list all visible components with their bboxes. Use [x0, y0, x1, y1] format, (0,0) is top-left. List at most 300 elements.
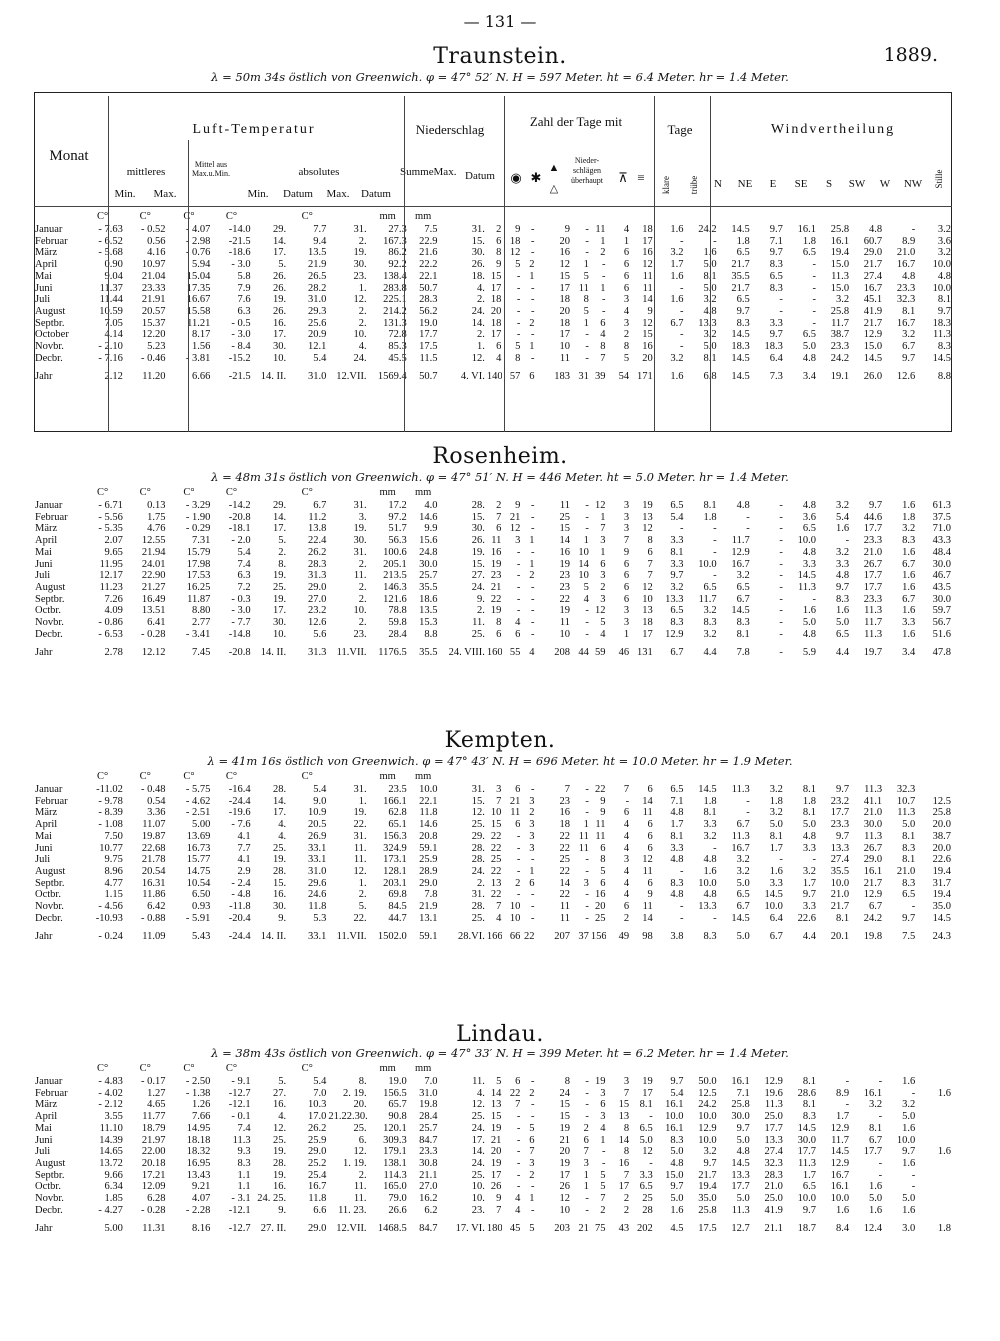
table-cell: 14 [490, 1087, 502, 1099]
table-cell: 8 [647, 535, 653, 547]
year-cell: 1569.4 [377, 370, 407, 382]
unit-cell [327, 210, 367, 224]
table-cell: 65.1 [388, 819, 407, 831]
table-cell: 22 [559, 830, 570, 842]
table-cell: 6 [496, 235, 502, 247]
table-cell: - [531, 305, 535, 317]
table-cell: 6.7 [736, 901, 750, 913]
table-cell: 6 [529, 1134, 535, 1146]
table-cell: 15 [490, 819, 502, 831]
header-absolutes: absolutes [298, 166, 340, 178]
table-cell: 5.00 [192, 819, 211, 831]
table-cell: 8.1 [937, 294, 951, 306]
table-cell: 3.3 [703, 819, 717, 831]
table-cell: 12. [353, 865, 367, 877]
table-cell: 21.7 [698, 1169, 717, 1181]
table-cell: 16.49 [141, 593, 166, 605]
table-cell: 8.3 [736, 617, 750, 629]
table-cell: 24. 25. [257, 1193, 287, 1205]
table-cell: 12 [594, 500, 606, 511]
table-cell: 1.8 [769, 795, 783, 807]
table-cell: 5.0 [802, 819, 816, 831]
table-cell: - [516, 1134, 521, 1146]
table-cell: 3.2 [902, 1099, 916, 1111]
column-rule [504, 96, 505, 432]
table-cell: 19 [490, 1122, 502, 1134]
table-cell: 50.7 [419, 282, 438, 294]
table-cell: - [680, 912, 684, 924]
table-cell: 4.8 [670, 807, 684, 819]
table-cell: 2. [476, 329, 485, 341]
table-cell: 11.7 [864, 617, 883, 629]
table-cell: 69.8 [388, 889, 407, 901]
table-cell: 5 [583, 581, 589, 593]
table-cell: 324.9 [383, 842, 407, 854]
table-cell: 12.9 [698, 1122, 717, 1134]
table-cell: 9 [515, 500, 521, 511]
table-cell: - [911, 1169, 916, 1181]
table-cell: 8 [564, 1076, 570, 1087]
year-cell: 6.7 [670, 646, 684, 658]
table-cell: - [516, 282, 521, 294]
table-cell: 3.2 [869, 1099, 883, 1111]
table-cell: 11.3 [897, 807, 916, 819]
year-cell: 4.4 [835, 646, 850, 658]
table-cell: 11.87 [187, 593, 211, 605]
table-cell: 20.0 [932, 819, 951, 831]
table-cell: 3 [600, 1111, 606, 1123]
table-cell: 131.3 [383, 317, 407, 329]
unit-cell [252, 1062, 287, 1076]
table-cell: 8.1 [869, 1122, 883, 1134]
table-cell: 11.3 [731, 1204, 750, 1216]
table-cell: 1.6 [902, 546, 916, 558]
table-cell: 11.3 [764, 1099, 783, 1111]
table-cell: 24.01 [141, 558, 166, 570]
table-cell: 1 [529, 270, 535, 282]
table-cell: 7 [515, 1099, 521, 1111]
table-cell: 14 [578, 558, 589, 570]
table-cell: 15. [471, 795, 485, 807]
header-truebe: trübe [689, 175, 699, 195]
table-cell: 43.5 [932, 581, 951, 593]
table-row [34, 582, 952, 594]
table-cell: 18.79 [141, 1122, 166, 1134]
month-label: Juli [35, 294, 51, 306]
table-cell: 10.0 [764, 901, 783, 913]
table-cell: - [585, 889, 589, 901]
year-cell: 75 [594, 1222, 606, 1234]
table-cell: 30. [471, 523, 485, 535]
table-cell: 1.7 [835, 1111, 850, 1123]
table-cell: -16.4 [228, 784, 251, 795]
table-cell: 10.3 [307, 1099, 327, 1111]
table-cell: 14.5 [731, 1157, 750, 1169]
table-cell: 6.5 [802, 329, 816, 341]
header-monat: Monat [49, 148, 89, 164]
table-cell: 13 [618, 1111, 630, 1123]
table-cell: 30.0 [731, 1111, 750, 1123]
year-cell: 33.1 [307, 930, 327, 942]
table-cell: 8.1 [802, 784, 816, 795]
table-cell: 5.0 [670, 1193, 684, 1205]
year-cell: 202 [637, 1222, 653, 1234]
table-cell: 1 [600, 1134, 606, 1146]
table-cell: - 0.17 [140, 1076, 166, 1087]
table-cell: 17. [471, 1134, 485, 1146]
table-row [34, 1076, 952, 1088]
table-cell: 18 [509, 235, 521, 247]
table-cell: 19. [273, 854, 287, 866]
table-cell: 32.3 [896, 294, 916, 306]
table-cell: 3 [600, 1087, 606, 1099]
table-cell: - [779, 605, 783, 617]
table-cell: 30. [353, 259, 367, 271]
table-cell: 24.6 [307, 889, 327, 901]
table-cell: 5.0 [802, 341, 816, 353]
table-cell: 11. 23. [338, 1204, 367, 1216]
month-label: Juni [35, 1134, 53, 1146]
table-cell: 3.2 [736, 865, 750, 877]
table-cell: 8 [496, 617, 502, 629]
year-label: Jahr [35, 1222, 53, 1234]
table-cell: - [812, 593, 816, 605]
table-cell: 2 [496, 224, 502, 235]
table-cell: 15.58 [186, 305, 211, 317]
table-cell: 6 [647, 819, 653, 831]
table-cell: 15 [559, 270, 570, 282]
table-cell: 19.6 [764, 1087, 783, 1099]
table-cell: - [911, 1181, 916, 1193]
year-label: Jahr [35, 370, 53, 382]
table-cell: 8 [623, 1146, 630, 1158]
table-cell: 10.0 [665, 1111, 684, 1123]
table-cell: 11.7 [698, 593, 717, 605]
table-cell: 1.6 [670, 1204, 684, 1216]
table-row [34, 1170, 952, 1182]
header-mittel-aus: Mittel aus Max.u.Min. [192, 160, 230, 178]
column-rule [188, 140, 189, 432]
table-cell: 10.0 [419, 784, 438, 795]
table-cell: 3 [529, 830, 535, 842]
table-cell: 30.0 [932, 558, 951, 570]
table-cell: 31. [353, 500, 367, 511]
table-cell: - 4.27 [98, 1204, 123, 1216]
table-cell: 11.95 [99, 558, 123, 570]
wind-ne: NE [737, 178, 753, 190]
table-cell: 1 [583, 1169, 589, 1181]
table-cell: 16.1 [665, 1122, 684, 1134]
table-cell: 6.7 [902, 558, 916, 570]
table-cell: 29.0 [307, 581, 327, 593]
table-cell: 10 [509, 912, 521, 924]
table-cell: 12 [594, 605, 606, 617]
table-cell: 11 [559, 352, 570, 364]
table-cell: 11 [642, 901, 653, 913]
table-cell: - [779, 511, 783, 523]
table-cell: - [516, 570, 521, 582]
table-row [34, 1099, 952, 1111]
station-title: Lindau. [456, 1022, 544, 1047]
table-cell: 1. [358, 795, 367, 807]
table-cell: 14.95 [186, 1122, 211, 1134]
table-cell: 5. [278, 259, 287, 271]
table-row [34, 1158, 952, 1170]
table-cell: - 7.6 [231, 819, 251, 831]
table-cell: 7.7 [237, 842, 251, 854]
table-cell: 22.00 [141, 1146, 166, 1158]
table-cell: 20.18 [141, 1157, 166, 1169]
table-cell: 14 [642, 294, 653, 306]
table-cell: 19. [273, 570, 287, 582]
table-cell: 62.8 [388, 807, 407, 819]
table-cell: 2 [496, 500, 502, 511]
month-label: October [35, 329, 69, 341]
table-cell: - [713, 235, 717, 247]
table-cell: 6.7 [736, 593, 750, 605]
header-max: Max. [153, 188, 177, 200]
table-cell: 8 [623, 341, 630, 353]
year-cell: 12.7 [731, 1222, 750, 1234]
table-cell: 20.57 [141, 305, 166, 317]
table-cell: 8.1 [802, 1076, 816, 1087]
year-cell: 180 [486, 1222, 503, 1234]
table-cell: - 4.07 [185, 224, 211, 235]
year-cell: 54 [618, 370, 630, 382]
table-cell: 6 [623, 901, 630, 913]
table-cell: 2 [600, 1204, 606, 1216]
table-cell: 15.04 [186, 270, 211, 282]
column-rule [654, 96, 655, 432]
year-cell: 6.7 [769, 930, 783, 942]
table-cell: 1 [600, 282, 606, 294]
table-cell: -18.6 [228, 247, 251, 259]
unit-cell: C° [183, 487, 195, 499]
table-cell: 16.7 [731, 558, 750, 570]
table-cell: 50.0 [698, 1076, 717, 1087]
table-cell: 21.0 [863, 546, 883, 558]
year-cell: 7.8 [736, 646, 750, 658]
table-cell: 5.6 [313, 628, 327, 640]
table-cell: - [516, 294, 521, 306]
table-cell: 12 [642, 523, 653, 535]
unit-cell [252, 210, 287, 224]
table-cell: 6.5 [639, 1122, 653, 1134]
month-label: Septbr. [35, 593, 65, 605]
table-cell: - [779, 581, 783, 593]
table-cell: 3.2 [769, 807, 783, 819]
table-cell: 1.6 [835, 1204, 850, 1216]
table-cell: 30.0 [419, 558, 438, 570]
table-cell: 11.8 [308, 1193, 327, 1205]
table-cell: 23 [559, 795, 570, 807]
table-cell: 13.5 [419, 605, 438, 617]
table-cell: - [812, 854, 816, 866]
table-cell: 4. [278, 1111, 287, 1123]
table-cell: 23.2 [307, 605, 327, 617]
year-cell: 2.78 [104, 646, 123, 658]
table-cell: - [713, 546, 717, 558]
table-cell: 17.7 [830, 807, 850, 819]
unit-cell [252, 770, 287, 784]
table-cell: 18.6 [419, 593, 438, 605]
table-cell: 20.54 [141, 865, 166, 877]
station-table [34, 486, 952, 658]
year-cell: 12.6 [896, 370, 916, 382]
table-cell: 17.7 [863, 581, 883, 593]
table-cell: 12 [509, 523, 521, 535]
table-cell: 8 [583, 294, 589, 306]
wind-n: N [714, 178, 722, 190]
table-cell: 3 [583, 1157, 589, 1169]
table-cell: 9.7 [802, 1204, 816, 1216]
table-cell: 1.6 [869, 1204, 883, 1216]
table-cell: 2 [529, 1087, 535, 1099]
table-row [34, 353, 952, 365]
table-cell: - 2.4 [231, 877, 251, 889]
table-cell: - [516, 593, 521, 605]
table-cell: 22 [490, 889, 502, 901]
unit-cell: C° [301, 771, 313, 783]
table-cell: 5.0 [639, 1134, 653, 1146]
table-cell: 7.5 [424, 224, 438, 235]
month-label: Mai [35, 270, 52, 282]
table-cell: - [531, 593, 535, 605]
month-label: Januar [35, 500, 63, 511]
table-cell: 18 [559, 294, 570, 306]
table-cell: 5.23 [147, 341, 166, 353]
table-cell: 25 [594, 912, 606, 924]
month-label: April [35, 819, 58, 831]
table-cell: 25. [273, 1134, 287, 1146]
table-cell: - 3.1 [231, 1193, 251, 1205]
month-label: Septbr. [35, 317, 65, 329]
table-row [34, 294, 952, 306]
table-cell: 7.4 [237, 558, 251, 570]
table-cell: 4.07 [192, 1193, 211, 1205]
table-cell: - 8.39 [98, 807, 123, 819]
table-cell: - [878, 1076, 883, 1087]
year-cell: 12.VII. [336, 1222, 367, 1234]
table-cell: 10.0 [896, 1134, 916, 1146]
table-cell: 4 [623, 889, 630, 901]
table-cell: 29. [273, 224, 287, 235]
table-cell: - [516, 305, 521, 317]
table-cell: 4 [496, 352, 502, 364]
table-cell: 6.7 [869, 1134, 883, 1146]
table-cell: 1.6 [902, 570, 916, 582]
table-cell: 6 [623, 570, 630, 582]
table-cell: 8.3 [802, 1111, 816, 1123]
table-cell: 5.0 [869, 1193, 883, 1205]
table-cell: 3 [600, 535, 606, 547]
table-cell: 11 [491, 535, 502, 547]
table-cell: 14.5 [731, 329, 750, 341]
table-cell: 19 [594, 1076, 606, 1087]
table-cell: - [680, 329, 684, 341]
table-cell: 10. [353, 605, 367, 617]
table-cell: 22 [509, 1087, 521, 1099]
table-cell: 20 [559, 235, 570, 247]
table-cell: 13.1 [419, 912, 438, 924]
table-cell: 97.2 [388, 511, 407, 523]
table-cell: - [585, 912, 589, 924]
month-label: Juni [35, 842, 53, 854]
month-label: Februar [35, 511, 68, 523]
table-cell: - [516, 830, 521, 842]
table-cell: 9. [476, 593, 485, 605]
table-cell: 9.7 [835, 830, 850, 842]
table-cell: 4.8 [902, 270, 916, 282]
table-cell: 10.7 [896, 795, 916, 807]
table-cell: 5.0 [670, 1146, 684, 1158]
table-cell: 13 [642, 511, 653, 523]
table-cell: 6 [529, 877, 535, 889]
table-cell: 1 [583, 259, 589, 271]
table-cell: 15.0 [863, 341, 883, 353]
table-cell: 19.4 [698, 1181, 717, 1193]
month-label: Octbr. [35, 889, 61, 901]
table-cell: 6.5 [736, 889, 750, 901]
year-cell: 160 [486, 646, 503, 658]
table-cell: 4.8 [736, 500, 750, 511]
table-cell: 1.6 [902, 1122, 916, 1134]
year-label: Jahr [35, 646, 53, 658]
table-cell: 6 [600, 317, 606, 329]
table-cell: 128.1 [383, 865, 407, 877]
table-cell: 8.1 [670, 830, 684, 842]
table-cell: 25.0 [764, 1111, 783, 1123]
table-cell: -12.1 [228, 1204, 251, 1216]
table-cell: 26.7 [863, 558, 883, 570]
table-cell: 2 [623, 1193, 630, 1205]
table-cell: 26. [471, 535, 485, 547]
table-cell: 3.2 [937, 247, 951, 259]
table-cell: - [601, 1146, 606, 1158]
table-cell: 5.0 [703, 282, 717, 294]
table-cell: 12. [273, 1122, 287, 1134]
table-cell: 17.53 [186, 570, 211, 582]
table-cell: 4. [476, 282, 485, 294]
table-cell: 16.1 [863, 865, 883, 877]
table-cell: 10.0 [698, 1111, 717, 1123]
table-cell: - 4.02 [98, 1087, 123, 1099]
unit-cell: C° [97, 1063, 109, 1075]
table-cell: 1 [623, 235, 630, 247]
table-cell: 11. [353, 1181, 367, 1193]
table-cell: 1.6 [835, 523, 850, 535]
table-cell: 12 [642, 259, 653, 271]
table-cell: 23 [559, 581, 570, 593]
table-cell: 9.21 [192, 1181, 211, 1193]
table-cell: 7 [647, 558, 653, 570]
table-row [34, 523, 952, 535]
table-cell: 14.6 [419, 511, 438, 523]
table-cell: - [531, 329, 535, 341]
table-cell: 3.2 [703, 1146, 717, 1158]
table-cell: 1.56 [192, 341, 211, 353]
month-label: Februar [35, 235, 68, 247]
table-cell: 3.3 [902, 617, 916, 629]
table-cell: 12.5 [698, 1087, 717, 1099]
table-cell: 21.7 [863, 259, 883, 271]
table-cell: 6 [600, 877, 606, 889]
table-cell: 16 [642, 341, 653, 353]
table-cell: 7 [623, 1169, 630, 1181]
table-cell: 17.7 [797, 1146, 816, 1158]
table-cell: 12.09 [141, 1181, 166, 1193]
table-cell: 4.8 [670, 889, 684, 901]
